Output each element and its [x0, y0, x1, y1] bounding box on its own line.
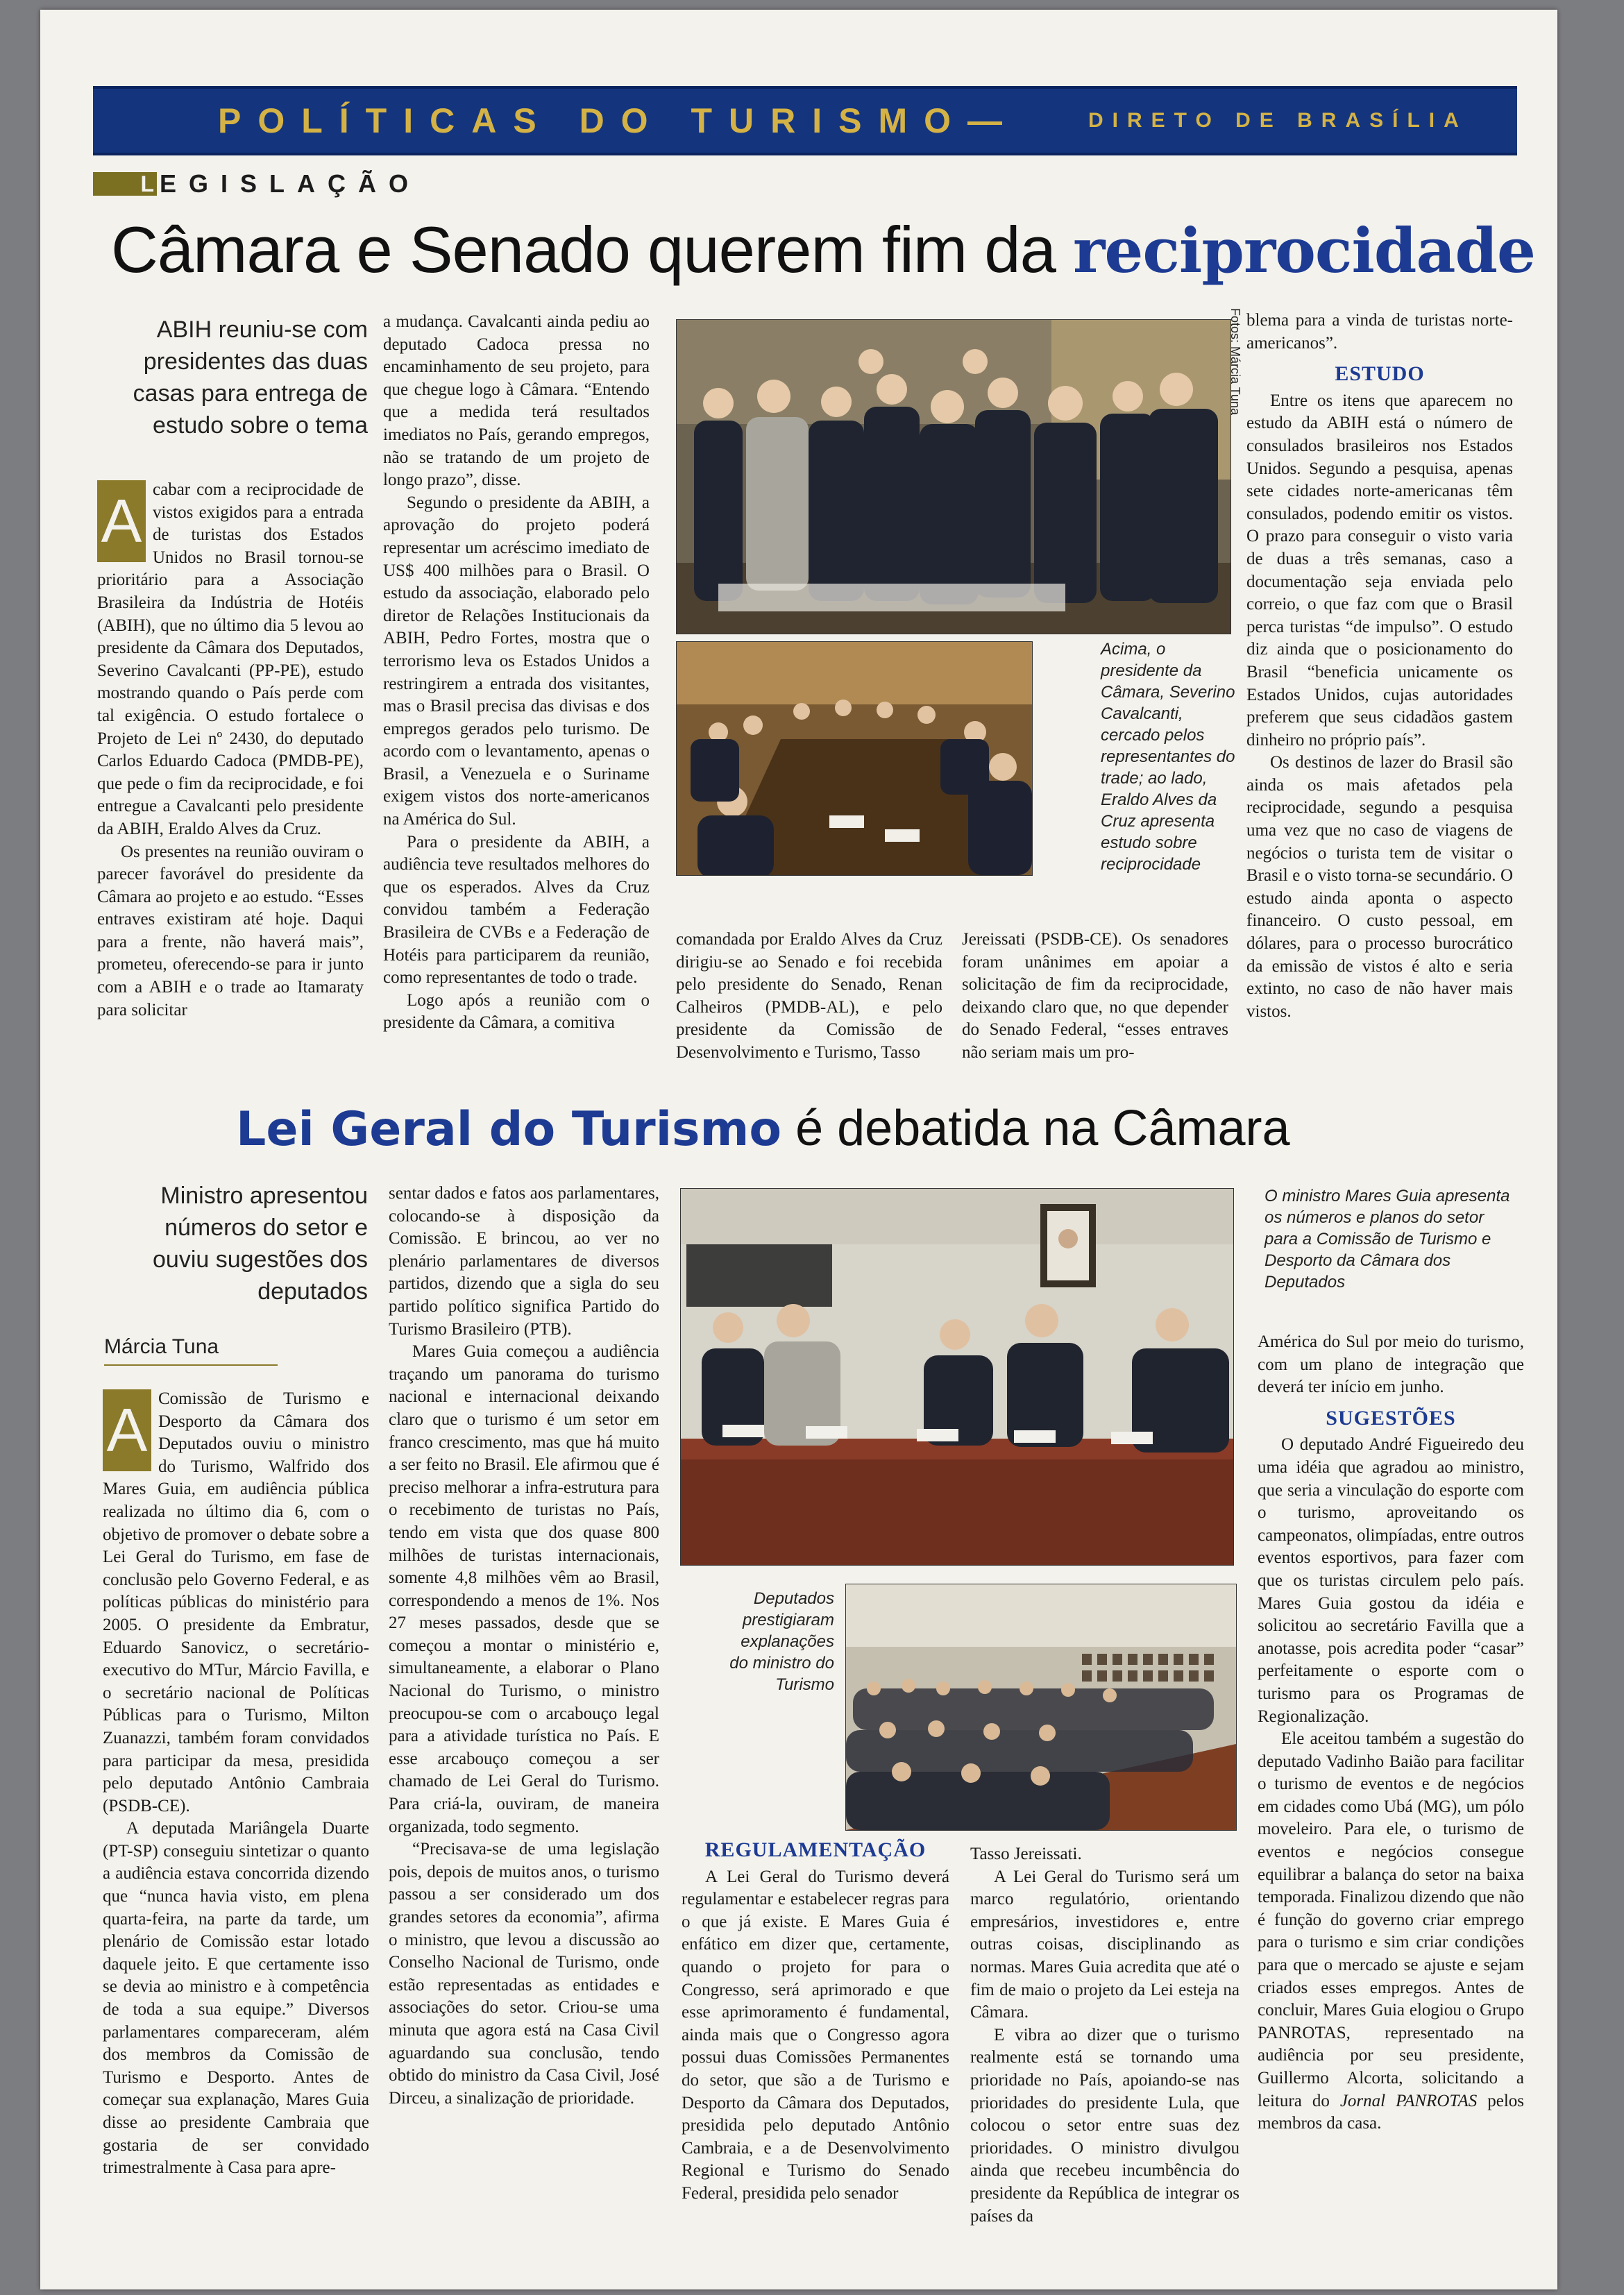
- article1-deck: ABIH reuniu-se com presidentes das duas casas para entrega de estudo sobre o tema: [133, 316, 368, 439]
- paragraph: cabar com a reciprocidade de vistos exigidos para a entrada de turistas dos Estados Unidos no Brasil tornou-se prioritário para a Associação Brasileira da Indústria de Hotéis (ABIH), que no último dia 5 levou ao presidente da Câmara dos Deputados, Severino Cavalcanti (PP-PE), estudo mostrando quando o País perde com tal exigência. O estudo fortalece o Projeto de Lei nº 2430, do deputado Carlos Eduardo Cadoca (PMDB-PE), que pede o fim da reciprocidade, e foi entregue a Cavalcanti pelo presidente da ABIH, Eraldo Alves da Cruz.: [97, 480, 364, 838]
- dropcap: A: [97, 480, 146, 562]
- paragraph: A Lei Geral do Turismo será um marco regulatório, orientando empresários, investidores e, entre outras coisas, disciplinando as normas. Mares Guia acredita que até o fim de maio o projeto da Lei esteja na Câmara.: [970, 1867, 1240, 2022]
- article1-column-5: [1246, 310, 1513, 1023]
- paragraph: América do Sul por meio do turismo, com um plano de integração que deverá ter início em junho.: [1258, 1332, 1524, 1397]
- article2-headline: Lei Geral do Turismo é debatida na Câmara: [236, 1101, 1290, 1157]
- photo-meeting-table-image: [677, 642, 1032, 875]
- article1-column-4: [962, 929, 1228, 1065]
- paragraph: Jereissati (PSDB-CE). Os senadores foram unânimes em apoiar a solicitação de fim da reciprocidade, deixando claro que, no que depender do Senado Federal, “esses entraves não seriam mais um pro-: [962, 930, 1228, 1062]
- paragraph: A Lei Geral do Turismo deverá regulamentar e estabelecer regras para o que já existe. E Mares Guia é enfático em dizer que, certamente, quando o projeto for para o Congresso, será aprimorado e que esse aprimoramento é fundamental, ainda mais que o Congresso agora possui duas Comissões Permanentes do setor, que são a de Turismo e Desporto da Câmara dos Deputados, presidida pelo deputado Antônio Cambraia, e a de Desenvolvimento Regional e Turismo do Senado Federal, presidida pelo senador: [682, 1867, 949, 2203]
- subhead-estudo: ESTUDO: [1335, 362, 1425, 386]
- article2-column-2: [389, 1183, 659, 2110]
- paragraph: blema para a vinda de turistas norte-americanos”.: [1246, 311, 1513, 353]
- dropcap: A: [103, 1389, 151, 1471]
- banner-title: POLÍTICAS DO TURISMO—: [218, 101, 1002, 140]
- article2-column-1: [103, 1388, 369, 2180]
- paragraph: a mudança. Cavalcanti ainda pediu ao deputado Cadoca pressa no encaminhamento de seu projeto, para que chegue logo à Câmara. “Entendo que a medida terá resultados imediatos no País, gerando empregos, não se tratando de um projeto de longo prazo”, disse.: [383, 312, 650, 490]
- paragraph: Para o presidente da ABIH, a audiência teve resultados melhores do que os esperados. Alves da Cruz convidou também a Federação Brasileira de CVBs e a Federação de Hotéis para participarem da reunião, como representantes de todo o trade.: [383, 832, 650, 988]
- paragraph: Ele aceitou também a sugestão do deputado Vadinho Baião para facilitar o turismo de eventos e de negócios em cidades como Ubá (MG), um pólo moveleiro. Para ele, o turismo de eventos e negócios consegue equilibrar a balança do setor na baixa temporada. Finalizou dizendo que não é função do governo criar emprego para o turismo e sim criar condições para que o mercado se ajuste e sejam criados esses empregos. Antes de concluir, Mares Guia elogiou o Grupo PANROTAS, representado na audiência por seu presidente, Guillermo Alcorta, solicitando a leitura do Jornal PANROTAS pelos membros da casa.: [1258, 1729, 1524, 2133]
- paragraph: Os destinos de lazer do Brasil são ainda os mais afetados pela reciprocidade, segundo a pesquisa uma vez que no caso de viagens de negócios o turista tem de visitar o Brasil e o visto torna-se secundário. O estudo ainda aponta o aspecto financeiro. O custo pessoal, em dólares, para o processo burocrático da emissão de vistos é alto e seria extinto, no caso de não haver mais vistos.: [1246, 753, 1513, 1021]
- banner-subtitle: DIRETO DE BRASÍLIA: [1088, 109, 1468, 132]
- article1-column-2: [383, 311, 650, 1035]
- paragraph: O deputado André Figueiredo deu uma idéia que agradou ao ministro, que seria a vinculação do esporte com o turismo, aproveitando os campeonatos, olimpíadas, entre outros eventos esportivos, para fazer com que os turistas circulem pelo país. Mares Guia gostou da idéia e solicitou ao secretário Favilla que a anotasse, pois acredita poder “casar” perfeitamente o esporte com o turismo para os Programas de Regionalização.: [1258, 1435, 1524, 1726]
- paragraph: Logo após a reunião com o presidente da Câmara, a comitiva: [383, 990, 650, 1033]
- section-banner: [93, 86, 1517, 155]
- paragraph: Entre os itens que aparecem no estudo da ABIH está o número de consulados brasileiros nos Estados Unidos. Segundo a pesquisa, apenas sete cidades norte-americanas têm consulados, podendo emitir os vistos. O prazo para conseguir o visto varia de duas a três semanas, caso a documentação seja enviada pelo correio, o que faz com que o Brasil perca turistas “de impulso”. O estudo diz ainda que o posicionamento do Brasil “beneficia unicamente os Estados Unidos, cujas autoridades preferem que seus cidadãos gastem dinheiro no próprio país”.: [1246, 391, 1513, 750]
- section-label: [93, 167, 421, 201]
- article1-headline: Câmara e Senado querem fim da reciprocidade: [111, 213, 1536, 287]
- section-name: EGISLAÇÃO: [160, 169, 421, 198]
- article2-deck: Ministro apresentou números do setor e ouviu sugestões dos deputados: [153, 1183, 368, 1305]
- article2-column-4: [970, 1843, 1240, 2228]
- paragraph: A deputada Mariângela Duarte (PT-SP) conseguiu sintetizar o quanto a audiência estava concorrida dizendo que “nunca havia visto, em plena quarta-feira, na parte da tarde, um plenário de Comissão estar lotado daquele jeito. E que certamente isso se devia ao ministro e à competência de toda a sua equipe.” Diversos parlamentares compareceram, além dos membros da Comissão de Turismo e Desporto. Antes de começar sua explanação, Mares Guia disse ao presidente Cambraia que gostaria de ser convidado trimestralmente à Casa para apre-: [103, 1819, 369, 2178]
- article2-column-3: [682, 1839, 949, 2205]
- photo-group-meeting-image: [677, 320, 1230, 634]
- photo-group-meeting: [676, 319, 1231, 634]
- paragraph: “Precisava-se de uma legislação pois, depois de muitos anos, o turismo passou a ser considerado um dos grandes setores da economia”, afirma o ministro, que levou a discussão ao Conselho Nacional de Turismo, onde estão representadas as entidades e associações do setor. Criou-se uma minuta que agora está na Casa Civil aguardando sua conclusão, tendo obtido do ministro da Casa Civil, José Dirceu, a sinalização de prioridade.: [389, 1840, 659, 2108]
- subhead-sugestoes: SUGESTÕES: [1326, 1406, 1456, 1430]
- paragraph: Tasso Jereissati.: [970, 1845, 1082, 1863]
- article2-column-5: [1258, 1331, 1524, 2135]
- paragraph: comandada por Eraldo Alves da Cruz dirigiu-se ao Senado e foi recebida pelo presidente do Senado, Renan Calheiros (PMDB-AL), e pelo presidente da Comissão de Desenvolvimento e Turismo, Tasso: [676, 930, 942, 1062]
- article1-column-1: [97, 479, 364, 1022]
- paragraph: Segundo o presidente da ABIH, a aprovação do projeto poderá representar um acréscimo imediato de US$ 400 milhões para o Brasil. O estudo da associação, elaborado pelo diretor de Relações Institucionais da ABIH, Pedro Fortes, mostra que o terrorismo leva os Estados Unidos a restringirem a entrada dos visitantes, mas o Brasil precisa das divisas e dos empregos gerados pelo turismo. De acordo com o levantamento, apenas o Brasil, a Venezuela e o Suriname exigem vistos dos norte-americanos na América do Sul.: [383, 493, 650, 829]
- photo-credit: Fotos: Márcia Tuna: [1228, 308, 1242, 416]
- paragraph: Mares Guia começou a audiência traçando um panorama do turismo nacional e internacional deixando claro que o turismo é um setor em franco crescimento, mas que há muito a ser feito no Brasil. Ele afirmou que é preciso melhorar a infra-estrutura para o recebimento de turistas no País, tendo em vista que dos quase 800 milhões de turistas internacionais, somente 4,8 milhões vêm ao Brasil, correspondendo a menos de 1%. Nos 27 meses passados, desde que se começou a montar o ministério e, simultaneamente, a elaborar o Plano Nacional do Turismo, o ministro preocupou-se com o arcabouço legal para a atividade turística no País. E esse arcabouço começou a ser chamado de Lei Geral do Turismo. Para criá-la, ouviram, de maneira organizada, todo segmento.: [389, 1342, 659, 1836]
- paragraph: Os presentes na reunião ouviram o parecer favorável do presidente da Câmara ao projeto e ao estudo. “Esses entraves existiram até hoje. Daqui para a frente, não haverá mais”, prometeu, oferecendo-se para ir junto com a ABIH e o trade ao Itamaraty para solicitar: [97, 842, 364, 1019]
- photo-minister-panel: [680, 1188, 1234, 1566]
- photo-audience-image: [846, 1584, 1236, 1830]
- subhead-regulamentacao: REGULAMENTAÇÃO: [704, 1838, 927, 1861]
- paragraph: E vibra ao dizer que o turismo realmente está se tornando uma prioridade no País, apoiando-se nas prioridades do presidente Lula, que colocou o setor entre suas dez prioridades. O ministro divulgou ainda que recebeu incumbência do presidente da República de integrar os países da: [970, 2025, 1240, 2226]
- paragraph: Comissão de Turismo e Desporto da Câmara dos Deputados ouviu o ministro do Turismo, Walfrido dos Mares Guia, em audiência pública realizada no último dia 6, com o objetivo de promover o debate sobre a Lei Geral do Turismo, em fase de conclusão pelo Governo Federal, e as políticas públicas do ministério para 2005. O presidente da Embratur, Eduardo Sanovicz, o secretário-executivo do MTur, Márcio Favilla, e o secretário nacional de Políticas Públicas para o Turismo, Milton Zuanazzi, também foram convidados para participar da mesa, presidida pelo deputado Antônio Cambraia (PSDB-CE).: [103, 1389, 369, 1815]
- photo-meeting-table: [676, 641, 1033, 876]
- photo-audience: [845, 1584, 1237, 1831]
- photo-minister-panel-image: [681, 1189, 1233, 1565]
- article2-photo-caption-1: O ministro Mares Guia apresenta os números e planos do setor para a Comissão de Turismo e Desporto da Câmara dos Deputados: [1264, 1187, 1510, 1292]
- article1-column-3: [676, 929, 942, 1065]
- paragraph: sentar dados e fatos aos parlamentares, colocando-se à disposição da Comissão. E brincou, ao ver no plenário parlamentares de diversos partidos, dizendo que a sigla do seu partido político significa Partido do Turismo Brasileiro (PTB).: [389, 1184, 659, 1339]
- article2-photo-caption-2: Deputados prestigiaram explanações do ministro do Turismo: [729, 1589, 834, 1694]
- section-initial: L: [93, 172, 157, 196]
- article1-photo-caption: Acima, o presidente da Câmara, Severino Cavalcanti, cercado pelos representantes do trade; ao lado, Eraldo Alves da Cruz apresenta estudo sobre reciprocidade: [1101, 640, 1235, 874]
- byline: Márcia Tuna: [104, 1335, 278, 1366]
